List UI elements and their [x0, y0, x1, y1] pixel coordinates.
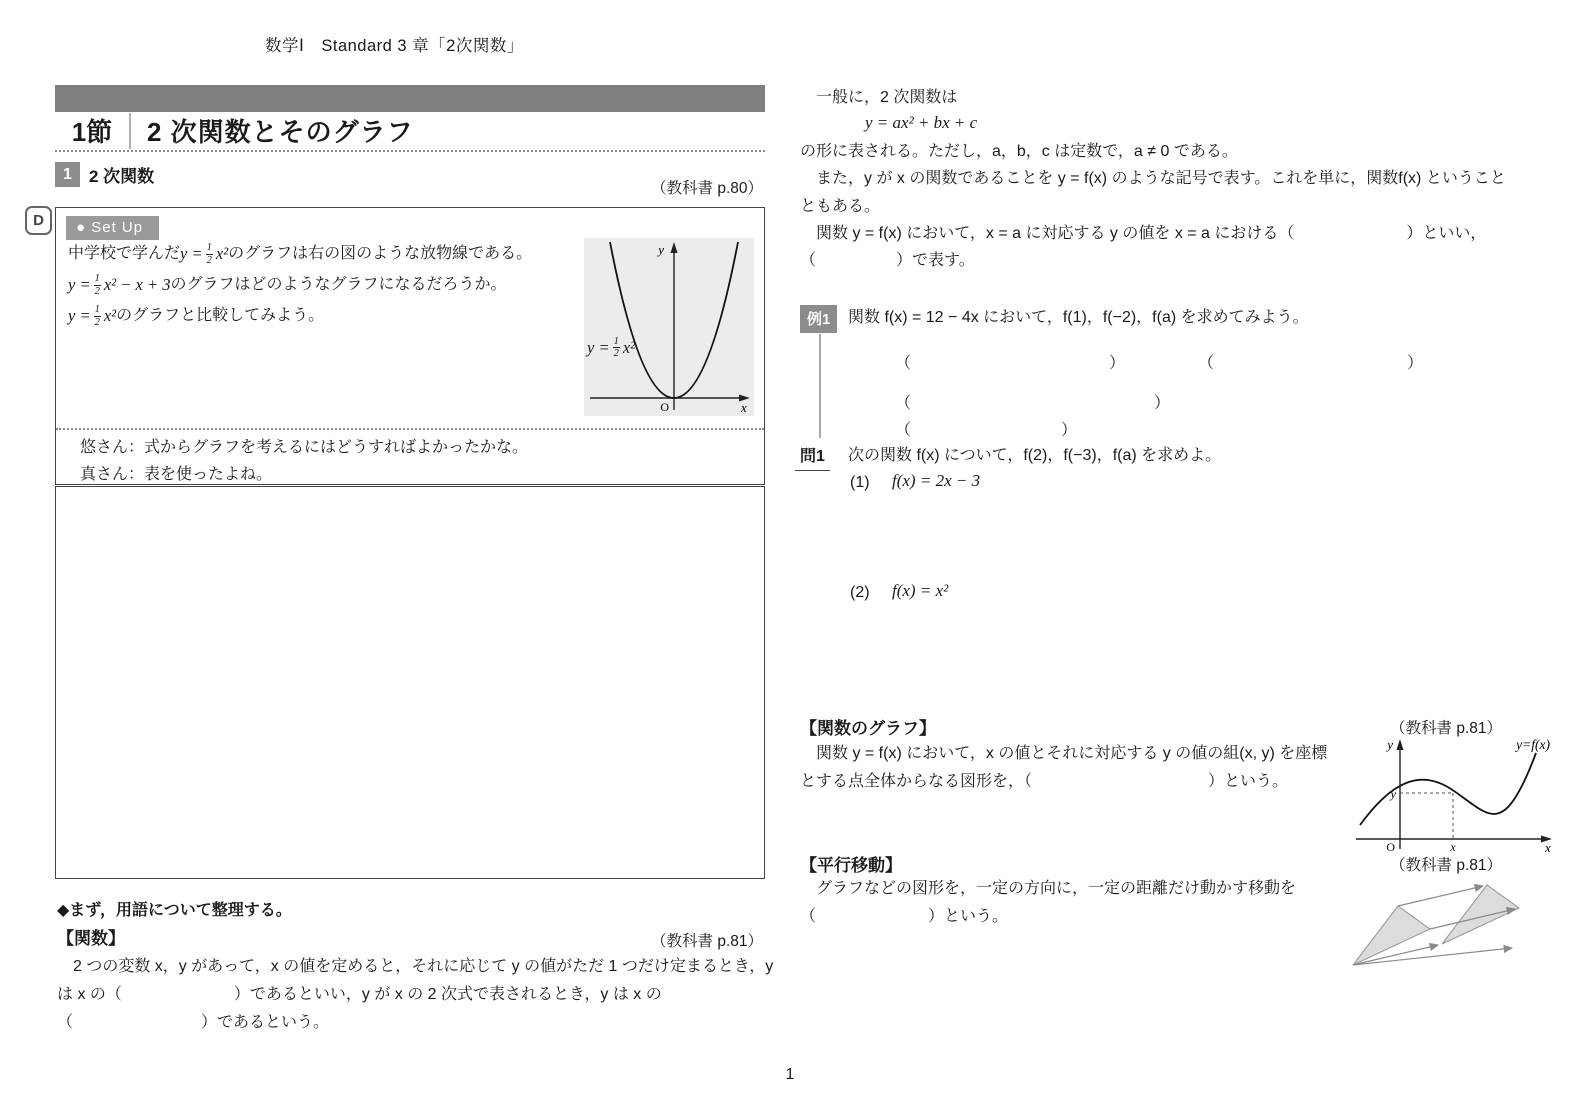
y-axis-label: y — [1387, 737, 1393, 752]
fraction-one-half: $\frac{1}{2}$ — [94, 304, 100, 328]
setup-line1-math-pre: y = — [180, 244, 203, 263]
intro-line1: 一般に，2 次関数は — [800, 89, 958, 106]
question1-item2-number: (2) — [850, 584, 870, 601]
setup-line-3 — [68, 302, 324, 330]
section-title-bar — [55, 85, 765, 112]
setup-line-2 — [68, 271, 506, 299]
intro-line2: の形に表される。ただし，a，b，c は定数で，a ≠ 0 である。 — [800, 143, 1238, 160]
setup-line3-math-post: x² — [103, 306, 117, 325]
function-heading: 【関数】 — [57, 929, 125, 948]
curve-label: y=f(x) — [1516, 737, 1550, 752]
intro-line6: （ ）で表す。 — [800, 252, 975, 269]
answer-blank-extra: （ ） — [895, 422, 1077, 439]
question1-item1-number: (1) — [850, 474, 870, 491]
function-def-line2: は x の（ ）であるといい，y が x の 2 次式で表されるとき，y は x の — [57, 986, 662, 1003]
setup-line3-math-pre: y = — [68, 306, 91, 325]
document-header: 数学Ⅰ Standard 3 章「2次関数」 — [265, 37, 524, 55]
translation-line2: （ ）という。 — [800, 908, 1009, 925]
intro-line5: 関数 y = f(x) において，x = a に対応する y の値を x = a における（ ）といい， — [800, 225, 1487, 242]
textbook-reference-p81-graph: （教科書 p.81） — [1390, 720, 1502, 737]
origin-label: O — [660, 400, 669, 414]
setup-line3-text-post: のグラフと比較してみよう。 — [116, 307, 325, 324]
d-marker-icon: D — [25, 206, 52, 235]
setup-line2-math-pre: y = — [68, 275, 91, 294]
question1-label: 問1 — [795, 443, 830, 471]
y-axis-arrow-icon — [671, 242, 678, 253]
y-axis-arrow-icon — [1397, 739, 1404, 750]
example1-guide-line — [819, 334, 821, 438]
title-divider — [129, 113, 131, 149]
example1-badge: 例1 — [800, 305, 837, 333]
intro-line3: また，y が x の関数であることを y = f(x) のような記号で表す。これを単に，関数f(x) ということ — [800, 170, 1506, 187]
y-axis-label: y — [658, 242, 664, 257]
setup-line2-text-post: のグラフはどのようなグラフになるだろうか。 — [170, 276, 507, 293]
fraction-one-half: $\frac{1}{2}$ — [206, 242, 212, 266]
textbook-reference-p81-left: （教科書 p.81） — [651, 933, 763, 950]
translation-line1: グラフなどの図形を，一定の方向に，一定の距離だけ動かす移動を — [800, 880, 1297, 897]
question1-text: 次の関数 f(x) について，f(2)，f(−3)，f(a) を求めよ。 — [848, 447, 1222, 464]
graph-section-line1: 関数 y = f(x) において，x の値とそれに対応する y の値の組(x, y) を座標 — [800, 745, 1328, 762]
function-def-line1: 2 つの変数 x，y があって，x の値を定めると，それに応じて y の値がただ 1 つだけ定まるとき，y — [57, 958, 774, 975]
page-number: 1 — [785, 1066, 795, 1083]
translation-section-heading: 【平行移動】 — [800, 856, 902, 875]
textbook-reference-p81-translation: （教科書 p.81） — [1390, 857, 1502, 874]
fraction-one-half: $\frac{1}{2}$ — [613, 336, 619, 360]
work-area-box — [55, 486, 765, 879]
translated-triangle — [1442, 885, 1519, 944]
setup-line1-text-post: のグラフは右の図のような放物線である。 — [228, 245, 533, 262]
section-number: 1節 — [71, 117, 113, 147]
translation-figure — [1338, 872, 1536, 1002]
intro-line4: ともある。 — [800, 198, 881, 215]
setup-line-1 — [68, 240, 532, 268]
translation-arrow-top — [1398, 886, 1483, 906]
x-axis-label: x — [741, 400, 747, 415]
function-def-line3: （ ）であるという。 — [57, 1014, 330, 1031]
example1-text: 関数 f(x) = 12 − 4x において，f(1)，f(−2)，f(a) を求めてみよう。 — [848, 309, 1309, 326]
graph-section-line2: とする点全体からなる図形を，（ ）という。 — [800, 773, 1289, 790]
point-y-label: y — [1390, 787, 1396, 801]
section-title-row — [55, 112, 765, 149]
setup-box — [33, 207, 765, 485]
graph-section-heading: 【関数のグラフ】 — [800, 719, 936, 738]
parabola-graph-svg — [584, 238, 754, 416]
x-axis-label: x — [1545, 840, 1551, 853]
dialog-line-shin: 真さん：表を使ったよね。 — [80, 466, 273, 483]
setup-badge: ● Set Up — [66, 216, 159, 240]
function-graph — [1352, 735, 1560, 858]
function-curve — [1360, 753, 1536, 825]
answer-blank-f1: （ ） — [895, 355, 1125, 372]
setup-dotted-divider — [56, 428, 764, 430]
parabola-curve-label: y = $\frac{1}{2}$ x² — [587, 336, 636, 360]
translation-figure-svg — [1338, 872, 1536, 997]
setup-line1-text: 中学校で学んだ — [68, 245, 181, 262]
question1-item1-equation: f(x) = 2x − 3 — [892, 471, 981, 490]
dialog-line-yuu: 悠さん：式からグラフを考えるにはどうすればよかったかな。 — [80, 439, 529, 456]
point-x-label: x — [1450, 840, 1456, 853]
subsection-number-badge: 1 — [55, 162, 80, 187]
quadratic-equation: y = ax² + bx + c — [865, 113, 978, 132]
setup-line1-math-post: x² — [215, 244, 229, 263]
terms-note: ◆まず，用語について整理する。 — [57, 902, 292, 919]
right-column — [800, 0, 1560, 1115]
question1-item2-equation: f(x) = x² — [892, 581, 949, 600]
section-title: 2 次関数とそのグラフ — [147, 117, 414, 147]
textbook-reference-p80: （教科書 p.80） — [651, 180, 763, 197]
title-dotted-rule — [55, 150, 765, 152]
subsection-title: 2 次関数 — [89, 167, 155, 186]
function-graph-svg — [1352, 735, 1560, 853]
answer-blank-fa: （ ） — [895, 395, 1170, 412]
fraction-one-half: $\frac{1}{2}$ — [94, 273, 100, 297]
parabola-graph — [584, 238, 754, 416]
origin-label: O — [1386, 840, 1395, 853]
setup-line2-math-post: x² − x + 3 — [103, 275, 171, 294]
answer-blank-f-neg2: （ ） — [1198, 355, 1423, 372]
